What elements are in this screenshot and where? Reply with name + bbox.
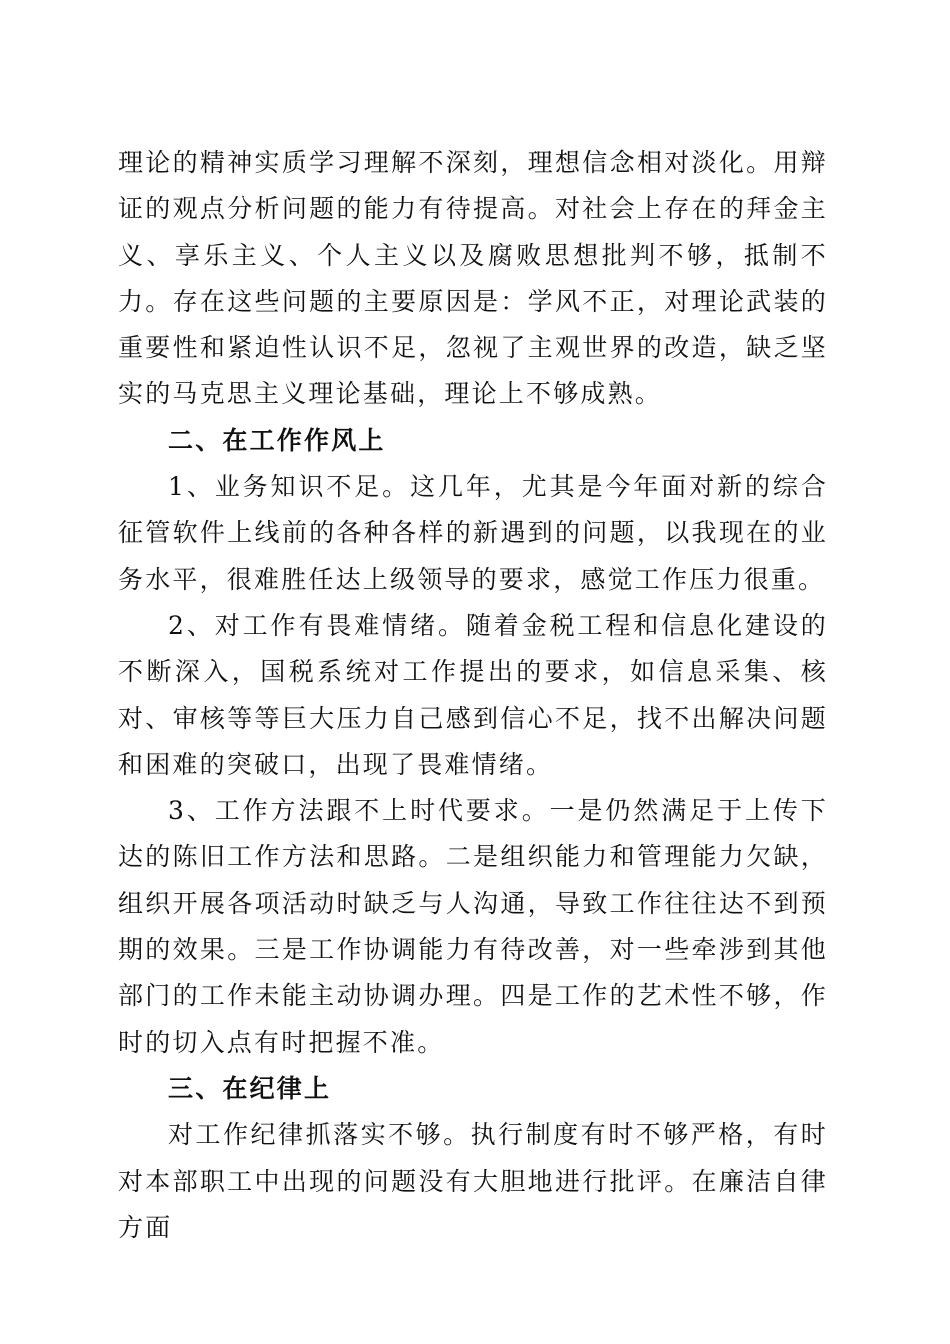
paragraph-discipline: 对工作纪律抓落实不够。执行制度有时不够严格，有时对本部职工中出现的问题没有大胆地进行批评。在廉洁自律方面 [118, 1120, 828, 1242]
paragraph-theory-continuation: 理论的精神实质学习理解不深刻，理想信念相对淡化。用辩证的观点分析问题的能力有待提高。对社会上存在的拜金主义、享乐主义、个人主义以及腐败思想批判不够，抵制不力。存在这些问题的主要原因是：学风不正，对理论武装的重要性和紧迫性认识不足，忽视了主观世界的改造，缺乏坚实的马克思主义理论基础，理论上不够成熟。 [118, 148, 828, 409]
paragraph-item-3: 3、工作方法跟不上时代要求。一是仍然满足于上传下达的陈旧工作方法和思路。二是组织能力和管理能力欠缺，组织开展各项活动时缺乏与人沟通，导致工作往往达不到预期的效果。三是工作协调能力有待改善，对一些牵涉到其他部门的工作未能主动协调办理。四是工作的艺术性不够，作时的切入点有时把握不准。 [118, 796, 828, 1057]
section-heading-discipline: 三、在纪律上 [168, 1073, 332, 1103]
section-heading-work-style: 二、在工作作风上 [168, 425, 386, 455]
paragraph-item-1: 1、业务知识不足。这几年，尤其是今年面对新的综合征管软件上线前的各种各样的新遇到的问题，以我现在的业务水平，很难胜任达上级领导的要求，感觉工作压力很重。 [118, 472, 828, 594]
document-body [118, 140, 828, 1251]
paragraph-item-2: 2、对工作有畏难情绪。随着金税工程和信息化建设的不断深入，国税系统对工作提出的要求，如信息采集、核对、审核等等巨大压力自己感到信心不足，找不出解决问题和困难的突破口，出现了畏难情绪。 [118, 610, 828, 779]
